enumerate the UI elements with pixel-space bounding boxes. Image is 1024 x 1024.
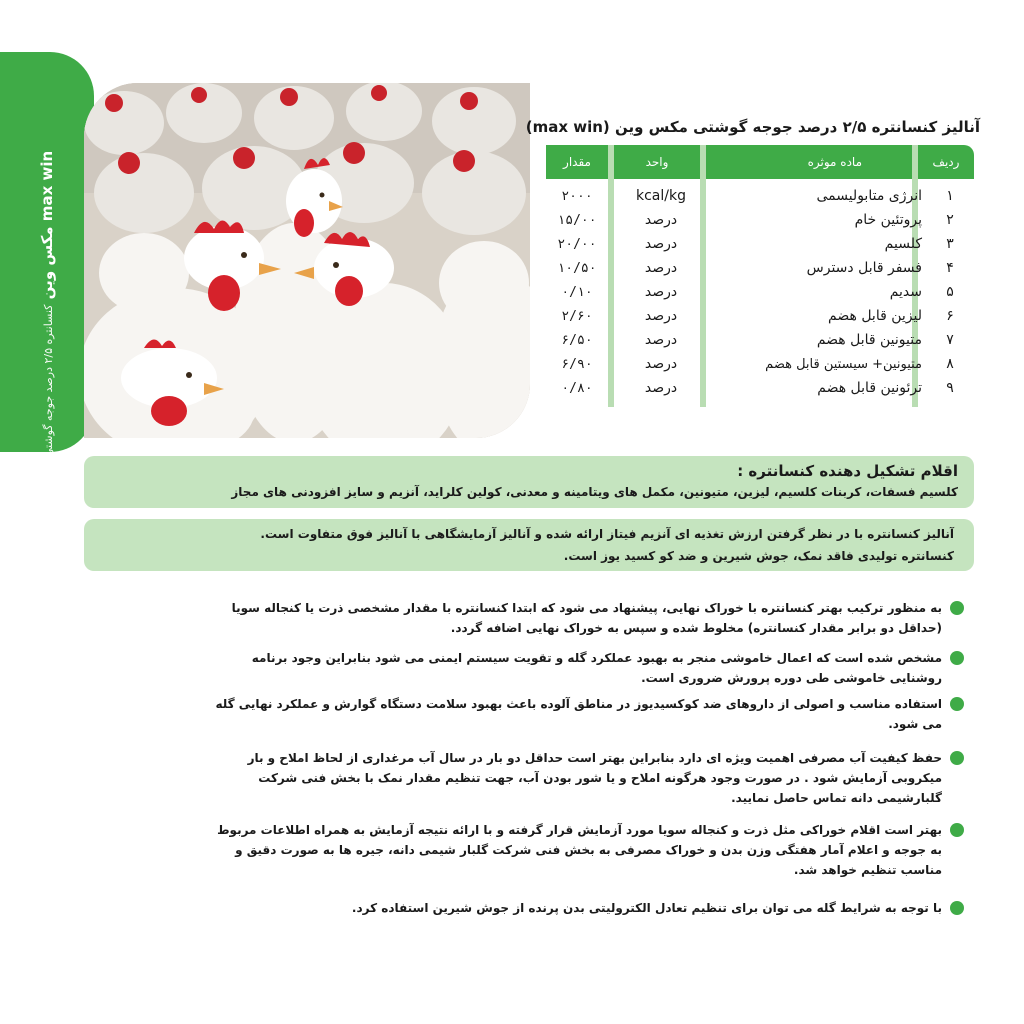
- row-name: پروتئین خام: [854, 212, 922, 228]
- bullet-dot-icon: [950, 751, 964, 765]
- row-value: ۱۵/۰۰: [557, 213, 597, 228]
- row-unit: درصد: [644, 284, 678, 300]
- row-number: ۶: [946, 308, 954, 324]
- list-item-line: حفظ کیفیت آب مصرفی اهمیت ویژه ای دارد بنابراین بهتر است حداقل دو بار در سال آب مرغداری از لحاظ املاح و بار: [247, 751, 942, 765]
- list-item-line: گلبارشیمی دانه تماس حاصل نمایید.: [731, 791, 942, 805]
- row-unit: درصد: [644, 212, 678, 228]
- table-row: [546, 257, 974, 280]
- row-number: ۸: [946, 356, 954, 372]
- row-name: سدیم: [889, 284, 922, 300]
- list-item-line: مناسب تنظیم خواهد شد.: [793, 863, 942, 877]
- list-item-line: (حداقل دو برابر مقدار کنسانتره) مخلوط شده و سپس به خوراک نهایی اضافه گردد.: [450, 621, 942, 635]
- list-item-line: با توجه به شرایط گله می توان برای تنظیم تعادل الکترولیتی بدن پرنده از جوش شیرین استفاده کرد.: [351, 901, 942, 915]
- row-name: متیونین قابل هضم: [816, 332, 922, 348]
- row-value: ۰/۱۰: [561, 285, 593, 300]
- list-item: [176, 648, 964, 688]
- bullet-dot-icon: [950, 697, 964, 711]
- chicken-photo: [84, 83, 530, 438]
- side-tab: [0, 52, 94, 458]
- row-value: ۰/۸۰: [561, 381, 593, 396]
- row-value: ۲۰/۰۰: [557, 237, 597, 252]
- row-unit: درصد: [644, 380, 678, 396]
- header-meghdar: مقدار: [546, 145, 608, 179]
- row-value: ۶/۵۰: [561, 333, 593, 348]
- ingredients-heading: اقلام تشکیل دهنده کنسانتره :: [737, 462, 958, 480]
- row-value: ۲۰۰۰: [561, 189, 593, 204]
- list-item-line: روشنایی خاموشی طی دوره پرورش ضروری است.: [641, 671, 942, 685]
- list-item: [176, 898, 964, 918]
- table-row: [546, 185, 974, 208]
- bullet-dot-icon: [950, 901, 964, 915]
- row-unit: درصد: [644, 356, 678, 372]
- row-unit: درصد: [644, 332, 678, 348]
- header-mavad: ماده موثره: [706, 145, 912, 179]
- row-value: ۱۰/۵۰: [557, 261, 597, 276]
- list-item: [176, 598, 964, 638]
- bullet-dot-icon: [950, 823, 964, 837]
- ingredients-text: کلسیم فسفات، کربنات کلسیم، لیزین، متیونین، مکمل های ویتامینه و معدنی، کولین کلراید، آنزیم و سایز افزودنی های مجاز: [231, 485, 958, 499]
- bullet-dot-icon: [950, 601, 964, 615]
- row-unit: درصد: [644, 260, 678, 276]
- list-item-line: میکروبی آزمایش شود . در صورت وجود هرگونه املاح و یا شور بودن آب، جهت تنظیم مقدار نمک با بخش فنی شرکت: [258, 771, 942, 785]
- side-tab-main: max win مکس وین: [38, 150, 56, 300]
- row-unit: درصد: [644, 236, 678, 252]
- row-name: لیزین قابل هضم: [828, 308, 922, 324]
- list-item: [176, 748, 964, 808]
- row-name: متیونین+ سیستین قابل هضم: [765, 357, 922, 372]
- table-row: [546, 209, 974, 232]
- row-number: ۷: [946, 332, 954, 348]
- row-number: ۵: [946, 284, 954, 300]
- header-vahed: واحد: [614, 145, 700, 179]
- list-item-line: به منظور ترکیب بهتر کنسانتره با خوراک نهایی، پیشنهاد می شود که ابتدا کنسانتره با مقدار مشخصی ذرت یا کنجاله سویا: [231, 601, 942, 615]
- note-line: آنالیز کنسانتره با در نظر گرفتن ارزش تغذیه ای آنزیم فیتاز ارائه شده و آنالیز آزمایشگاهی با آنالیز فوق متفاوت است.: [260, 527, 954, 541]
- notes-box: [84, 519, 974, 571]
- row-number: ۲: [946, 212, 954, 228]
- ingredients-box: [84, 456, 974, 508]
- row-number: ۱: [946, 188, 954, 204]
- table-row: [546, 353, 974, 376]
- header-radif: ردیف: [918, 145, 974, 179]
- list-item: [176, 694, 964, 734]
- side-tab-small: کنسانتره ۲/۵ درصد جوجه گوشتی: [42, 304, 55, 458]
- table-row: [546, 329, 974, 352]
- list-item-line: مشخص شده است که اعمال خاموشی منجر به بهبود عملکرد گله و تقویت سیستم ایمنی می شود بنابراین وجود برنامه: [251, 651, 942, 665]
- row-number: ۴: [946, 260, 954, 276]
- table-row: [546, 233, 974, 256]
- row-name: کلسیم: [884, 236, 922, 252]
- analysis-table: [546, 145, 974, 407]
- row-number: ۳: [946, 236, 954, 252]
- list-item-line: استفاده مناسب و اصولی از داروهای ضد کوکسیدیوز در مناطق آلوده باعث بهبود سلامت دستگاه گوارش و عملکرد نهایی گله: [215, 697, 942, 711]
- list-item: [176, 820, 964, 880]
- list-item-line: می شود.: [888, 717, 942, 731]
- side-tab-text: [38, 124, 56, 484]
- list-item-line: به جوجه و اعلام آمار هفتگی وزن بدن و خوراک مصرفی به بخش فنی شرکت گلبار شیمی دانه، جیره ها به صورت دقیق و: [235, 843, 942, 857]
- note-line: کنسانتره تولیدی فاقد نمک، جوش شیرین و ضد کو کسید یوز است.: [563, 549, 954, 563]
- row-unit: kcal/kg: [636, 188, 686, 204]
- row-unit: درصد: [644, 308, 678, 324]
- row-value: ۲/۶۰: [561, 309, 593, 324]
- row-number: ۹: [946, 380, 954, 396]
- analysis-title: آنالیز کنسانتره ۲/۵ درصد جوجه گوشتی مکس وین (max win): [525, 118, 980, 136]
- table-row: [546, 305, 974, 328]
- bullet-dot-icon: [950, 651, 964, 665]
- list-item-line: بهتر است اقلام خوراکی مثل ذرت و کنجاله سویا مورد آزمایش قرار گرفته و با ارائه نتیجه آزمایش به همراه اطلاعات مربوط: [217, 823, 942, 837]
- row-value: ۶/۹۰: [561, 357, 593, 372]
- chickens-illustration: [84, 83, 530, 438]
- row-name: فسفر قابل دسترس: [806, 260, 922, 276]
- table-row: [546, 281, 974, 304]
- row-name: ترئونین قابل هضم: [817, 380, 922, 396]
- row-name: انرژی متابولیسمی: [816, 188, 922, 204]
- table-row: [546, 377, 974, 400]
